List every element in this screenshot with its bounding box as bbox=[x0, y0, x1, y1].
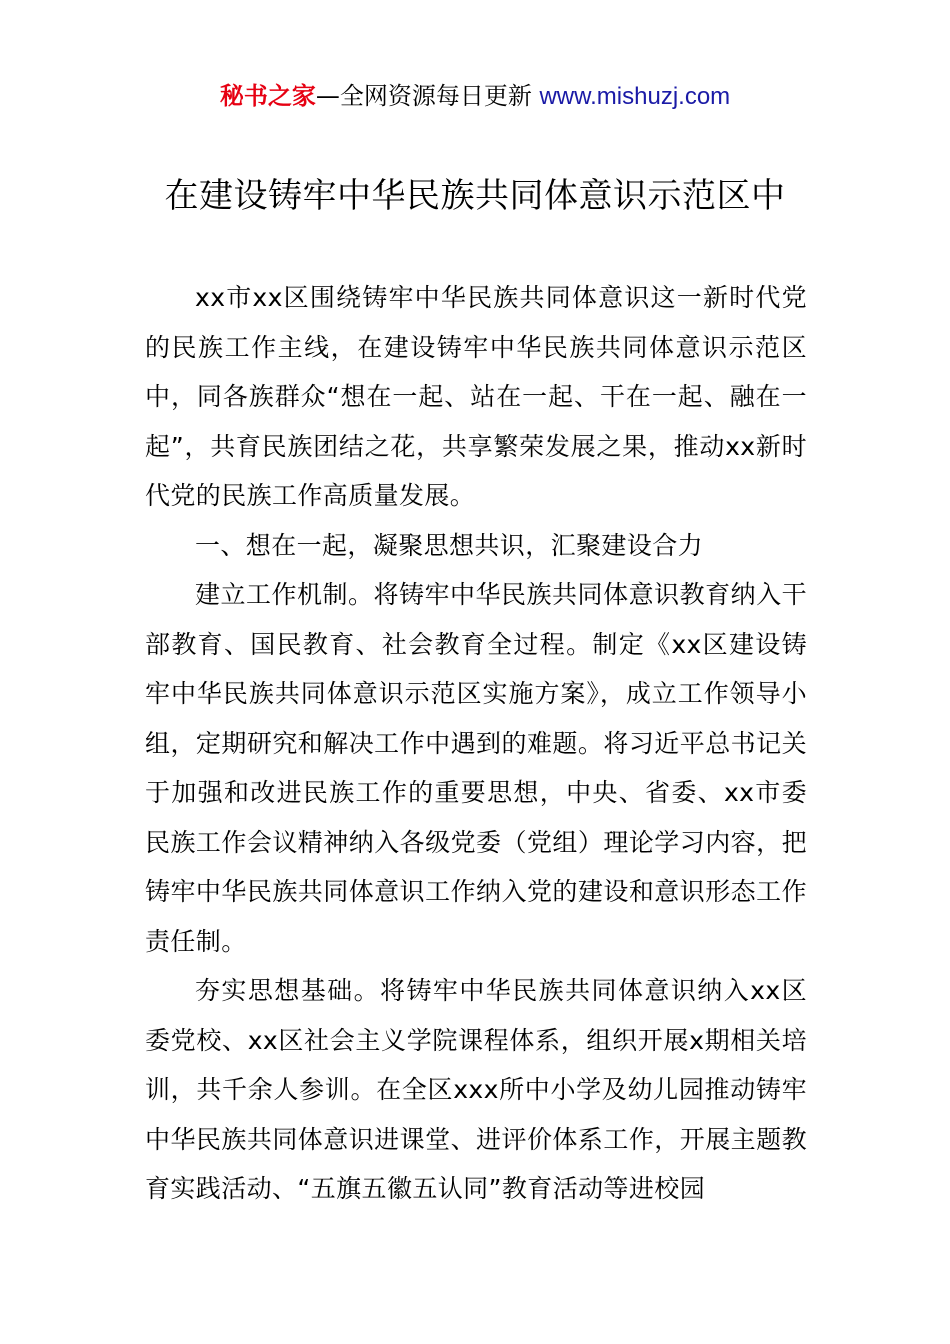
document-body bbox=[145, 273, 807, 1214]
brand-name: 秘书之家 bbox=[219, 82, 316, 110]
section-heading: 一、想在一起，凝聚思想共识，汇聚建设合力 bbox=[195, 530, 704, 560]
document-title: 在建设铸牢中华民族共同体意识示范区中 bbox=[164, 176, 786, 216]
paragraph-intro: xx市xx区围绕铸牢中华民族共同体意识这一新时代党的民族工作主线，在建设铸牢中华民族共同体意识示范区中，同各族群众“想在一起、站在一起、干在一起、融在一起”，共育民族团结之花，共享繁荣发展之果，推动xx新时代党的民族工作高质量发展。 bbox=[145, 283, 807, 510]
header-tagline: —全网资源每日更新 bbox=[315, 82, 540, 110]
site-header bbox=[0, 80, 950, 113]
paragraph-foundation: 夯实思想基础。将铸牢中华民族共同体意识纳入xx区委党校、xx区社会主义学院课程体系，组织开展x期相关培训，共千余人参训。在全区xxx所中小学及幼儿园推动铸牢中华民族共同体意识进课堂、进评价体系工作，开展主题教育实践活动、“五旗五徽五认同”教育活动等进校园 bbox=[145, 976, 807, 1203]
paragraph-mechanism: 建立工作机制。将铸牢中华民族共同体意识教育纳入干部教育、国民教育、社会教育全过程。制定《xx区建设铸牢中华民族共同体意识示范区实施方案》，成立工作领导小组，定期研究和解决工作中遇到的难题。将习近平总书记关于加强和改进民族工作的重要思想，中央、省委、xx市委民族工作会议精神纳入各级党委（党组）理论学习内容，把铸牢中华民族共同体意识工作纳入党的建设和意识形态工作责任制。 bbox=[145, 580, 807, 956]
site-url-link[interactable]: www.mishuzj.com bbox=[539, 83, 731, 110]
